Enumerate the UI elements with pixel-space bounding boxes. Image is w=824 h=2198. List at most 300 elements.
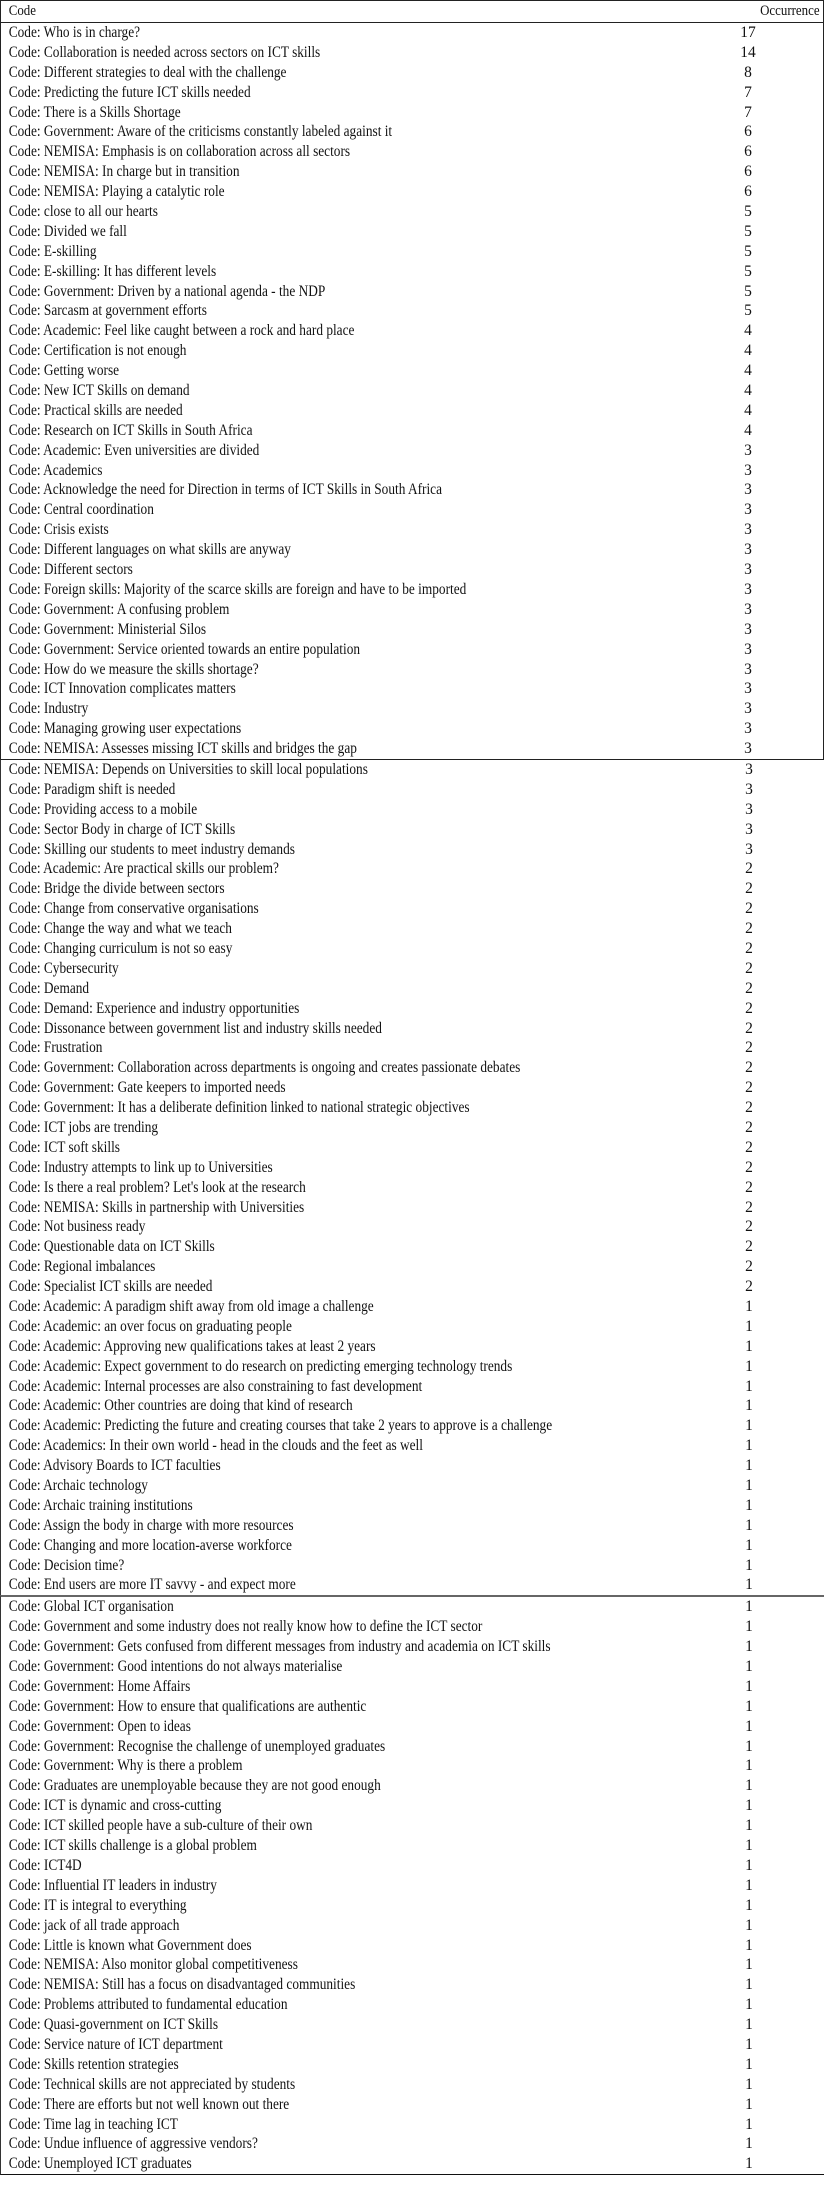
code-cell: Code: Service nature of ICT department — [8, 2035, 223, 2053]
occurrence-cell: 1 — [745, 2155, 753, 2173]
table-row — [1, 1158, 824, 1178]
table-row — [1, 660, 823, 680]
table-row — [1, 1936, 824, 1956]
table-row — [1, 1876, 824, 1896]
table-row — [1, 1198, 824, 1218]
occurrence-cell: 1 — [745, 1477, 753, 1495]
occurrence-cell: 1 — [745, 1777, 753, 1795]
table-row — [1, 1737, 824, 1757]
code-cell: Code: Who is in charge? — [8, 24, 141, 41]
code-cell: Code: New ICT Skills on demand — [8, 382, 190, 400]
occurrence-cell: 1 — [745, 1976, 753, 1994]
table-row — [1, 1257, 824, 1277]
table-row — [1, 1717, 824, 1737]
code-cell: Code: Problems attributed to fundamental education — [8, 1996, 288, 2014]
table-row — [1, 1836, 824, 1856]
table-row — [1, 480, 823, 500]
table-row — [1, 820, 824, 840]
code-cell: Code: Unemployed ICT graduates — [8, 2155, 192, 2173]
table-row — [1, 1277, 824, 1297]
code-cell: Code: Graduates are unemployable because they are not good enough — [8, 1777, 381, 1795]
code-cell: Code: Assign the body in charge with more resources — [8, 1516, 294, 1534]
occurrence-cell: 5 — [744, 242, 752, 260]
table-row — [1, 1217, 824, 1237]
code-cell: Code: Government: Driven by a national agenda - the NDP — [8, 282, 326, 300]
occurrence-cell: 2 — [745, 880, 753, 898]
code-cell: Code: Academic: Even universities are divided — [8, 441, 260, 459]
occurrence-cell: 1 — [745, 1856, 753, 1874]
table-row — [1, 1357, 824, 1377]
table-section-3 — [0, 1595, 824, 2175]
occurrence-cell: 4 — [744, 322, 752, 340]
occurrence-cell: 1 — [745, 1956, 753, 1974]
code-cell: Code: There is a Skills Shortage — [8, 103, 181, 121]
occurrence-cell: 3 — [744, 561, 752, 579]
code-cell: Code: ICT soft skills — [8, 1138, 120, 1156]
code-cell: Code: Paradigm shift is needed — [8, 780, 176, 798]
table-row — [1, 1118, 824, 1138]
occurrence-cell: 2 — [745, 1158, 753, 1176]
occurrence-cell: 3 — [744, 700, 752, 718]
table-row — [1, 1178, 824, 1198]
code-cell: Code: NEMISA: Also monitor global competitiveness — [8, 1956, 298, 1974]
table-row — [1, 800, 824, 820]
code-cell: Code: Skills retention strategies — [8, 2055, 179, 2073]
code-cell: Code: Government: Aware of the criticisms constantly labeled against it — [8, 123, 393, 141]
occurrence-cell: 14 — [740, 43, 756, 61]
occurrence-cell: 1 — [745, 1638, 753, 1656]
code-cell: Code: Government: Collaboration across departments is ongoing and creates passionate debates — [8, 1059, 521, 1077]
occurrence-cell: 7 — [744, 83, 752, 101]
table-row — [1, 1396, 824, 1416]
occurrence-cell: 2 — [745, 939, 753, 957]
table-row — [1, 242, 823, 262]
table-row — [1, 341, 823, 361]
code-cell: Code: Central coordination — [8, 501, 154, 519]
table-row — [1, 1916, 824, 1936]
table-row — [1, 1038, 824, 1058]
code-cell: Code: Managing growing user expectations — [8, 720, 242, 738]
code-cell: Code: Different languages on what skills are anyway — [8, 541, 291, 559]
table-row — [1, 1456, 824, 1476]
table-row — [1, 1297, 824, 1317]
table-row — [1, 1496, 824, 1516]
table-row — [1, 1697, 824, 1717]
occurrence-cell: 1 — [745, 1896, 753, 1914]
code-cell: Code: Advisory Boards to ICT faculties — [8, 1457, 221, 1475]
table-row — [1, 540, 823, 560]
occurrence-cell: 3 — [745, 820, 753, 838]
code-cell: Code: Government: How to ensure that qualifications are authentic — [8, 1697, 367, 1715]
occurrence-cell: 3 — [744, 600, 752, 618]
occurrence-cell: 1 — [745, 1697, 753, 1715]
code-cell: Code: Providing access to a mobile — [8, 800, 198, 818]
column-header-code: Code — [8, 3, 36, 19]
table-row — [1, 840, 824, 860]
table-row — [1, 1657, 824, 1677]
column-header-occurrence: Occurrence — [760, 3, 820, 19]
code-cell: Code: Foreign skills: Majority of the scarce skills are foreign and have to be imported — [8, 580, 467, 598]
code-cell: Code: Frustration — [8, 1039, 103, 1057]
occurrence-cell: 1 — [745, 1337, 753, 1355]
table-row — [1, 103, 823, 123]
table-row — [1, 1575, 824, 1595]
section-2-rows — [1, 760, 824, 1595]
table-row — [1, 620, 823, 640]
occurrence-cell: 3 — [745, 800, 753, 818]
code-cell: Code: Change the way and what we teach — [8, 920, 232, 938]
occurrence-cell: 2 — [745, 920, 753, 938]
occurrence-cell: 1 — [745, 1298, 753, 1315]
occurrence-cell: 3 — [744, 720, 752, 738]
table-row — [1, 1597, 824, 1617]
table-row — [1, 1098, 824, 1118]
occurrence-cell: 3 — [744, 501, 752, 519]
table-row — [1, 1756, 824, 1776]
code-cell: Code: Archaic technology — [8, 1477, 148, 1495]
occurrence-cell: 1 — [745, 1737, 753, 1755]
code-cell: Code: Sarcasm at government efforts — [8, 302, 207, 320]
code-cell: Code: Academic: Predicting the future and creating courses that take 2 years to approve is a challenge — [8, 1417, 553, 1435]
code-cell: Code: There are efforts but not well known out there — [8, 2095, 290, 2113]
table-row — [1, 719, 823, 739]
occurrence-cell: 7 — [744, 103, 752, 121]
code-cell: Code: Dissonance between government list and industry skills needed — [8, 1019, 382, 1037]
occurrence-cell: 1 — [745, 1397, 753, 1415]
table-row — [1, 2055, 824, 2075]
occurrence-cell: 1 — [745, 1317, 753, 1335]
occurrence-cell: 3 — [744, 740, 752, 758]
occurrence-cell: 2 — [745, 1198, 753, 1216]
table-row — [1, 2115, 824, 2135]
occurrence-cell: 1 — [745, 1556, 753, 1574]
code-cell: Code: Academic: Other countries are doing that kind of research — [8, 1397, 353, 1415]
occurrence-cell: 2 — [745, 1138, 753, 1156]
code-cell: Code: How do we measure the skills shortage? — [8, 660, 259, 678]
table-row — [1, 1317, 824, 1337]
code-cell: Code: Change from conservative organisations — [8, 900, 259, 918]
code-cell: Code: Quasi-government on ICT Skills — [8, 2016, 219, 2034]
code-cell: Code: NEMISA: Assesses missing ICT skills and bridges the gap — [8, 740, 357, 758]
table-row — [1, 282, 823, 302]
occurrence-cell: 1 — [745, 1357, 753, 1375]
table-row — [1, 780, 824, 800]
table-row — [1, 1058, 824, 1078]
section-3-rows — [1, 1597, 824, 2174]
table-row — [1, 401, 823, 421]
table-row — [1, 2035, 824, 2055]
occurrence-cell: 3 — [744, 580, 752, 598]
occurrence-cell: 3 — [744, 680, 752, 698]
table-row — [1, 1637, 824, 1657]
occurrence-cell: 6 — [744, 143, 752, 161]
table-row — [1, 1955, 824, 1975]
code-cell: Code: Certification is not enough — [8, 342, 187, 360]
occurrence-cell: 4 — [744, 342, 752, 360]
table-row — [1, 1516, 824, 1536]
code-cell: Code: Archaic training institutions — [8, 1496, 193, 1514]
occurrence-cell: 1 — [745, 1837, 753, 1855]
table-row — [1, 679, 823, 699]
code-cell: Code: Little is known what Government does — [8, 1936, 252, 1954]
code-cell: Code: Government: Ministerial Silos — [8, 620, 207, 638]
table-row — [1, 2075, 824, 2095]
code-cell: Code: Academic: Are practical skills our problem? — [8, 860, 279, 878]
table-row — [1, 979, 824, 999]
code-cell: Code: Practical skills are needed — [8, 401, 183, 419]
occurrence-cell: 3 — [744, 521, 752, 539]
occurrence-cell: 2 — [745, 979, 753, 997]
table-row — [1, 1436, 824, 1456]
occurrence-cell: 1 — [745, 1618, 753, 1636]
table-row — [1, 919, 824, 939]
occurrence-cell: 5 — [744, 203, 752, 221]
occurrence-cell: 1 — [745, 2055, 753, 2073]
code-cell: Code: Is there a real problem? Let's look at the research — [8, 1178, 306, 1196]
code-cell: Code: Industry — [8, 700, 89, 718]
occurrence-cell: 2 — [745, 1278, 753, 1296]
occurrence-cell: 3 — [744, 620, 752, 638]
table-row — [1, 1237, 824, 1257]
table-row — [1, 879, 824, 899]
occurrence-cell: 1 — [745, 2095, 753, 2113]
code-cell: Code: Different strategies to deal with the challenge — [8, 63, 287, 81]
table-row — [1, 640, 823, 660]
code-cell: Code: Academic: Internal processes are also constraining to fast development — [8, 1377, 423, 1395]
table-row — [1, 222, 823, 242]
table-row — [1, 43, 823, 63]
occurrence-cell: 2 — [745, 1099, 753, 1117]
occurrence-cell: 2 — [745, 1258, 753, 1276]
occurrence-cell: 4 — [744, 401, 752, 419]
occurrence-cell: 1 — [745, 2075, 753, 2093]
code-cell: Code: Government: Gets confused from different messages from industry and academia on ICT skills — [8, 1638, 551, 1656]
table-row — [1, 580, 823, 600]
code-cell: Code: jack of all trade approach — [8, 1916, 180, 1934]
code-cell: Code: ICT skills challenge is a global problem — [8, 1837, 257, 1855]
table-row — [1, 63, 823, 83]
table-row — [1, 301, 823, 321]
table-row — [1, 441, 823, 461]
occurrence-cell: 2 — [745, 1079, 753, 1097]
table-row — [1, 760, 824, 780]
code-cell: Code: Academic: an over focus on graduating people — [8, 1317, 292, 1335]
code-cell: Code: NEMISA: Emphasis is on collaboration across all sectors — [8, 143, 351, 161]
code-cell: Code: Academic: Feel like caught between a rock and hard place — [8, 322, 355, 340]
code-cell: Code: Skilling our students to meet industry demands — [8, 840, 295, 858]
occurrence-cell: 3 — [744, 640, 752, 658]
table-row — [1, 421, 823, 441]
occurrence-cell: 5 — [744, 282, 752, 300]
table-row — [1, 182, 823, 202]
code-cell: Code: Demand: Experience and industry opportunities — [8, 999, 300, 1017]
code-cell: Code: Divided we fall — [8, 222, 127, 240]
code-cell: Code: End users are more IT savvy - and expect more — [8, 1576, 296, 1594]
code-cell: Code: Influential IT leaders in industry — [8, 1876, 217, 1894]
occurrence-cell: 1 — [745, 2016, 753, 2034]
code-cell: Code: Academic: A paradigm shift away from old image a challenge — [8, 1298, 374, 1315]
table-row — [1, 1377, 824, 1397]
occurrence-cell: 3 — [744, 461, 752, 479]
code-cell: Code: Technical skills are not appreciated by students — [8, 2075, 296, 2093]
table-row — [1, 999, 824, 1019]
table-row — [1, 1677, 824, 1697]
table-row — [1, 83, 823, 103]
occurrence-cell: 3 — [744, 481, 752, 499]
code-cell: Code: NEMISA: Still has a focus on disadvantaged communities — [8, 1976, 356, 1994]
code-cell: Code: Government: Good intentions do not always materialise — [8, 1658, 343, 1676]
code-cell: Code: Government: Home Affairs — [8, 1677, 191, 1695]
occurrence-cell: 1 — [745, 1658, 753, 1676]
occurrence-cell: 5 — [744, 262, 752, 280]
table-section-2 — [0, 760, 824, 1595]
code-cell: Code: NEMISA: In charge but in transition — [8, 163, 240, 181]
code-cell: Code: Predicting the future ICT skills needed — [8, 83, 251, 101]
table-row — [1, 1476, 824, 1496]
table-row — [1, 122, 823, 142]
occurrence-cell: 3 — [744, 541, 752, 559]
occurrence-cell: 2 — [745, 1059, 753, 1077]
occurrence-cell: 1 — [745, 1936, 753, 1954]
code-cell: Code: Academic: Approving new qualifications takes at least 2 years — [8, 1337, 376, 1355]
occurrence-cell: 1 — [745, 1717, 753, 1735]
occurrence-cell: 2 — [745, 1238, 753, 1256]
occurrence-cell: 3 — [744, 660, 752, 678]
occurrence-cell: 6 — [744, 163, 752, 181]
code-cell: Code: Government: Open to ideas — [8, 1717, 191, 1735]
table-row — [1, 739, 823, 759]
occurrence-cell: 2 — [745, 999, 753, 1017]
occurrence-cell: 2 — [745, 860, 753, 878]
table-row — [1, 1995, 824, 2015]
code-cell: Code: Not business ready — [8, 1218, 146, 1236]
table-row — [1, 1556, 824, 1576]
code-cell: Code: Cybersecurity — [8, 959, 119, 977]
code-cell: Code: ICT4D — [8, 1856, 82, 1874]
code-cell: Code: IT is integral to everything — [8, 1896, 187, 1914]
occurrence-cell: 4 — [744, 421, 752, 439]
code-cell: Code: close to all our hearts — [8, 203, 158, 221]
code-cell: Code: Decision time? — [8, 1556, 125, 1574]
code-cell: Code: Getting worse — [8, 362, 120, 380]
table-row — [1, 520, 823, 540]
code-cell: Code: Crisis exists — [8, 521, 109, 539]
table-row — [1, 1896, 824, 1916]
occurrence-cell: 1 — [745, 1377, 753, 1395]
occurrence-cell: 1 — [745, 2115, 753, 2133]
occurrence-cell: 1 — [745, 1817, 753, 1835]
table-row — [1, 142, 823, 162]
code-cell: Code: Time lag in teaching ICT — [8, 2115, 178, 2133]
occurrence-cell: 2 — [745, 1039, 753, 1057]
table-row — [1, 461, 823, 481]
occurrence-cell: 1 — [745, 1576, 753, 1594]
code-cell: Code: Changing curriculum is not so easy — [8, 939, 233, 957]
table-row — [1, 939, 824, 959]
table-row — [1, 600, 823, 620]
occurrence-cell: 1 — [745, 1996, 753, 2014]
code-cell: Code: Questionable data on ICT Skills — [8, 1238, 215, 1256]
code-cell: Code: ICT skilled people have a sub-culture of their own — [8, 1817, 313, 1835]
table-row — [1, 262, 823, 282]
code-cell: Code: Government and some industry does not really know how to define the ICT sector — [8, 1618, 483, 1636]
code-cell: Code: Academics — [8, 461, 103, 479]
code-cell: Code: Acknowledge the need for Direction in terms of ICT Skills in South Africa — [8, 481, 443, 499]
table-row — [1, 202, 823, 222]
occurrence-cell: 2 — [745, 900, 753, 918]
table-row — [1, 1416, 824, 1436]
occurrence-cell: 3 — [745, 760, 753, 778]
code-cell: Code: Specialist ICT skills are needed — [8, 1278, 213, 1296]
section-1-rows — [1, 23, 823, 759]
occurrence-cell: 1 — [745, 1757, 753, 1775]
table-row — [1, 2154, 824, 2174]
table-row — [1, 859, 824, 879]
code-cell: Code: Bridge the divide between sectors — [8, 880, 225, 898]
table-row — [1, 2015, 824, 2035]
occurrence-cell: 3 — [745, 780, 753, 798]
occurrence-cell: 17 — [740, 24, 756, 41]
table-row — [1, 1975, 824, 1995]
code-cell: Code: Research on ICT Skills in South Africa — [8, 421, 253, 439]
occurrence-cell: 5 — [744, 302, 752, 320]
occurrence-cell: 2 — [745, 1118, 753, 1136]
code-cell: Code: E-skilling — [8, 242, 97, 260]
table-row — [1, 500, 823, 520]
table-row — [1, 361, 823, 381]
occurrence-cell: 2 — [745, 1218, 753, 1236]
table-row — [1, 1816, 824, 1836]
table-row — [1, 1776, 824, 1796]
code-cell: Code: Government: A confusing problem — [8, 600, 230, 618]
table-row — [1, 1796, 824, 1816]
table-header-row — [1, 1, 823, 23]
code-cell: Code: Government: It has a deliberate definition linked to national strategic objectives — [8, 1099, 470, 1117]
code-cell: Code: Government: Recognise the challenge of unemployed graduates — [8, 1737, 386, 1755]
table-row — [1, 381, 823, 401]
occurrence-cell: 1 — [745, 1797, 753, 1815]
table-row — [1, 162, 823, 182]
table-row — [1, 959, 824, 979]
occurrence-cell: 4 — [744, 382, 752, 400]
table-row — [1, 560, 823, 580]
table-row — [1, 1138, 824, 1158]
table-row — [1, 1856, 824, 1876]
occurrence-cell: 1 — [745, 1516, 753, 1534]
occurrence-cell: 8 — [744, 63, 752, 81]
table-row — [1, 1617, 824, 1637]
table-row — [1, 1337, 824, 1357]
code-cell: Code: Academic: Expect government to do research on predicting emerging technology trends — [8, 1357, 513, 1375]
code-cell: Code: ICT jobs are trending — [8, 1118, 159, 1136]
occurrence-cell: 1 — [745, 1876, 753, 1894]
code-cell: Code: Collaboration is needed across sectors on ICT skills — [8, 43, 321, 61]
table-row — [1, 899, 824, 919]
occurrence-cell: 1 — [745, 1417, 753, 1435]
code-cell: Code: Demand — [8, 979, 90, 997]
code-cell: Code: Global ICT organisation — [8, 1598, 174, 1616]
table-row — [1, 1078, 824, 1098]
code-cell: Code: Industry attempts to link up to Universities — [8, 1158, 273, 1176]
table-row — [1, 699, 823, 719]
occurrence-cell: 1 — [745, 1437, 753, 1455]
code-cell: Code: Undue influence of aggressive vendors? — [8, 2135, 258, 2153]
occurrence-cell: 1 — [745, 2135, 753, 2153]
occurrence-cell: 2 — [745, 1178, 753, 1196]
occurrence-cell: 6 — [744, 123, 752, 141]
occurrence-cell: 1 — [745, 1598, 753, 1616]
table-row — [1, 1019, 824, 1039]
